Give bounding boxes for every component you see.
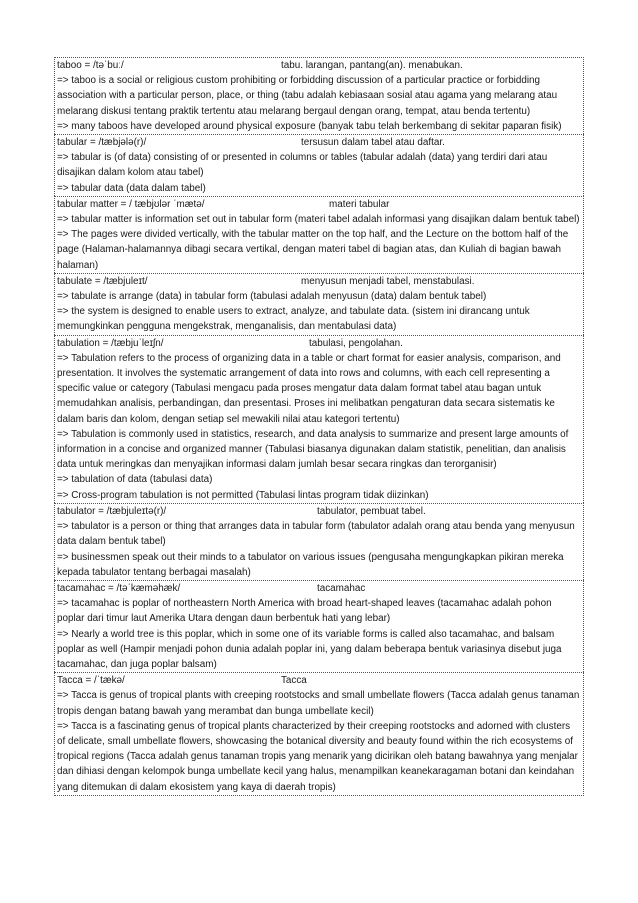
entry-header — [57, 135, 581, 150]
entry-header — [57, 197, 581, 212]
entry-tabulation — [54, 335, 584, 503]
entry-tabulate — [54, 273, 584, 335]
entry-tabular — [54, 134, 584, 196]
entry-example: => tabular data (data dalam tabel) — [57, 182, 206, 194]
entry-definition: => tacamahac is poplar of northeastern North America with broad heart-shaped leaves (tacamahac adalah pohon poplar dari timur laut Amerika Utara dengan daun berbentuk hati yang lebar) — [57, 598, 552, 625]
entry-example: => tabulation of data (tabulasi data) — [57, 474, 213, 486]
entry-word: tabular matter = / tæbjʊlər ˈmætə/ — [57, 198, 205, 210]
entry-definition: => taboo is a social or religious custom prohibiting or forbidding discussion of a particular practice or forbidding association with a particular person, place, or thing (tabu adalah kebiasaan sosial atau agama yang melarang atau melarang diskusi tentang praktik tertentu atau melarang bergaul dengan orang, tempat, atau benda tertentu) — [57, 75, 558, 117]
entry-example: => Tabulation is commonly used in statistics, research, and data analysis to summarize and present large amounts of information in a concise and organized manner (Tabulasi biasanya digunakan dalam statistik, penelitian, dan analisis data untuk meringkas dan menyajikan informasi dalam jumlah besar secara ringkas dan terorganisir) — [57, 428, 569, 471]
entry-word: tabulator = /tæbjuleɪtə(r)/ — [57, 505, 167, 517]
entry-translation: tacamahac — [317, 582, 366, 594]
entry-example: => many taboos have developed around physical exposure (banyak tabu telah berkembang di sekitar paparan fisik) — [57, 120, 562, 132]
entry-translation: tersusun dalam tabel atau daftar. — [301, 137, 445, 149]
entry-tacamahac — [54, 580, 584, 672]
entry-definition: => tabular matter is information set out in tabular form (materi tabel adalah informasi yang disajikan dalam bentuk tabel) — [57, 214, 580, 226]
entry-translation: menyusun menjadi tabel, menstabulasi. — [301, 275, 475, 287]
entry-header — [57, 504, 581, 519]
entry-header — [57, 274, 581, 289]
entry-example: => Nearly a world tree is this poplar, which in some one of its variable forms is called also tacamahac, and balsam poplar as well (Hampir menjadi pohon dunia adalah poplar ini, yang dalam beberapa bentuk variasinya disebut juga tacamahac, dan juga poplar balsam) — [57, 628, 562, 670]
entry-translation: Tacca — [281, 675, 307, 687]
entry-word: tacamahac = /təˈkæməhæk/ — [57, 582, 181, 594]
entry-tacca — [54, 672, 584, 796]
entry-definition: => tabulator is a person or thing that arranges data in tabular form (tabulator adalah orang atau benda yang menyusun data dalam bentuk tabel) — [57, 521, 575, 548]
entry-definition: => Tacca is genus of tropical plants with creeping rootstocks and small umbellate flowers (Tacca adalah genus tanaman tropis dengan batang bawah yang merambat dan bunga umbellate kecil) — [57, 690, 580, 717]
entry-word: Tacca = /ˈtækə/ — [57, 675, 125, 687]
entry-word: taboo = /təˈbuː/ — [57, 60, 124, 71]
entry-translation: tabu. larangan, pantang(an). menabukan. — [281, 60, 463, 71]
entry-header — [57, 581, 581, 596]
entry-definition: => tabular is (of data) consisting of or presented in columns or tables (tabular adalah (data) yang terdiri dari atau disajikan dalam kolom atau tabel) — [57, 152, 548, 179]
entry-header — [57, 673, 581, 688]
entry-header — [57, 336, 581, 351]
entry-tabular-matter — [54, 196, 584, 273]
entry-definition: => tabulate is arrange (data) in tabular form (tabulasi adalah menyusun (data) dalam bentuk tabel) — [57, 291, 487, 303]
entry-translation: materi tabular — [329, 198, 390, 210]
entry-word: tabular = /tæbjələ(r)/ — [57, 137, 147, 149]
entry-taboo — [54, 57, 584, 134]
entry-definition: => Tabulation refers to the process of organizing data in a table or chart format for easier analysis, comparison, and presentation. It involves the systematic arrangement of data into rows and columns, with each cell representing a specific value or category (Tabulasi mengacu pada proses mengatur data dalam format tabel atau bagan untuk memudahkan analisis, perbandingan, dan presentasi. Proses ini melibatkan pengaturan data secara sistematis ke dalam baris dan kolom, dengan setiap sel mewakili nilai atau kategori tertentu) — [57, 352, 561, 425]
entry-translation: tabulasi, pengolahan. — [309, 337, 403, 349]
glossary-document — [54, 57, 584, 796]
entry-example: => Cross-program tabulation is not permitted (Tabulasi lintas program tidak diizinkan) — [57, 489, 429, 501]
entry-example: => the system is designed to enable users to extract, analyze, and tabulate data. (sistem ini dirancang untuk memungkinkan pengguna mengekstrak, menganalisis, dan mentabulasi data) — [57, 306, 530, 333]
entry-translation: tabulator, pembuat tabel. — [317, 505, 426, 517]
entry-tabulator — [54, 503, 584, 580]
entry-word: tabulation = /tæbjuˈleɪʃn/ — [57, 337, 164, 349]
entry-example: => Tacca is a fascinating genus of tropical plants characterized by their creeping rootstocks and adorned with clusters of delicate, small umbellate flowers, showcasing the botanical diversity and beauty found within the rich ecosystems of tropical regions (Tacca adalah genus tanaman tropis yang menarik yang dicirikan oleh batang bawahnya yang menjalar dan dihiasi dengan kelompok bunga umbellate kecil yang halus, menampilkan keanekaragaman botani dan keindahan yang ditemukan di dalam ekosistem yang kaya di daerah tropis) — [57, 720, 578, 793]
entry-word: tabulate = /tæbjuleɪt/ — [57, 275, 148, 287]
entry-example: => businessmen speak out their minds to a tabulator on various issues (pengusaha mengungkapkan pikiran mereka kepada tabulator tentang berbagai masalah) — [57, 551, 564, 578]
entry-header — [57, 58, 581, 73]
entry-example: => The pages were divided vertically, with the tabular matter on the top half, and the Lecture on the bottom half of the page (Halaman-halamannya dibagi secara vertikal, dengan materi tabel di bagian atas, dan Kuliah di bagian bawah halaman) — [57, 229, 569, 271]
